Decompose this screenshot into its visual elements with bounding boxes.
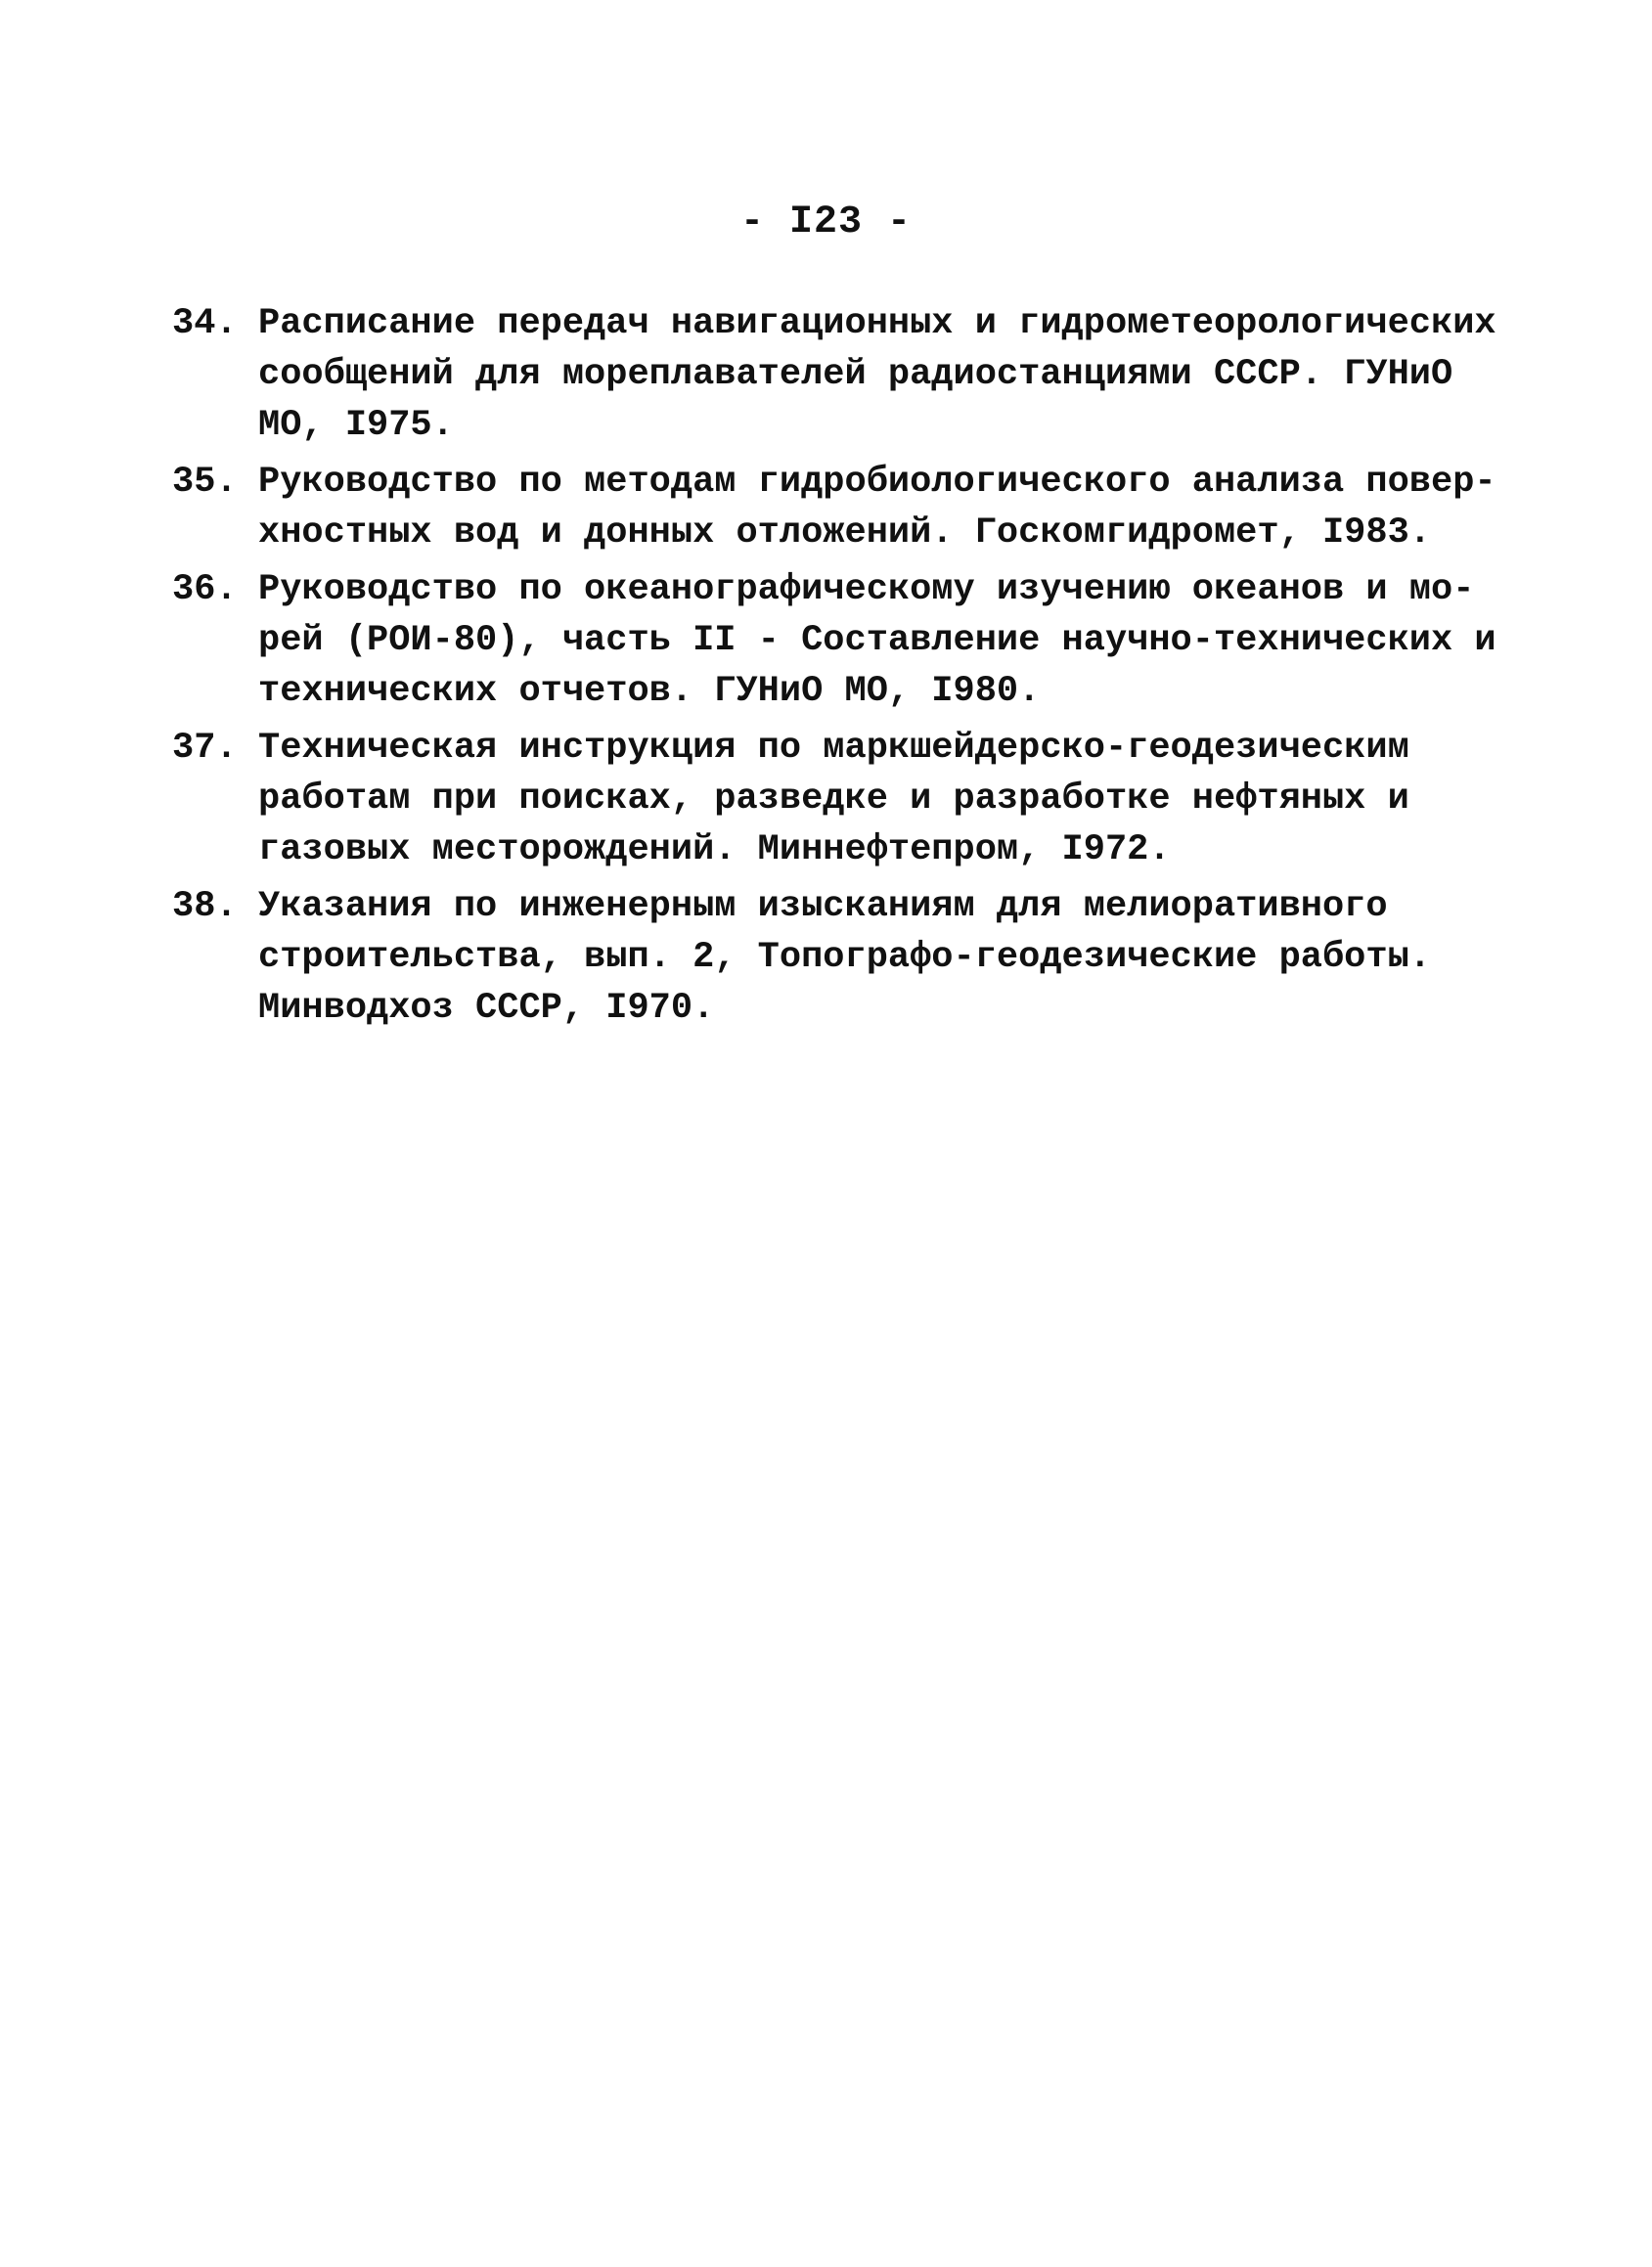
reference-text-line: сообщений для мореплавателей радиостанциями СССР. ГУНиО: [258, 354, 1453, 395]
reference-number: 35.: [172, 462, 238, 503]
reference-item-36: [172, 564, 1496, 717]
reference-number: 37.: [172, 728, 238, 769]
reference-text-line: Расписание передач навигационных и гидрометеорологических: [258, 303, 1496, 344]
reference-text-line: Руководство по методам гидробиологического анализа повер-: [258, 462, 1496, 503]
reference-number: 38.: [172, 886, 238, 927]
reference-text-line: хностных вод и донных отложений. Госкомгидромет, I983.: [258, 512, 1431, 554]
reference-item-34: [172, 298, 1496, 451]
reference-text-line: рей (РОИ-80), часть II - Составление научно-технических и: [258, 620, 1496, 661]
reference-item-38: [172, 881, 1483, 1034]
reference-text-line: Минводхоз СССР, I970.: [258, 988, 715, 1029]
reference-text-line: Техническая инструкция по маркшейдерско-геодезическим: [258, 728, 1409, 769]
reference-text-line: Руководство по океанографическому изучению океанов и мо-: [258, 569, 1475, 610]
reference-text-line: технических отчетов. ГУНиО МО, I980.: [258, 671, 1041, 712]
reference-number: 36.: [172, 569, 238, 610]
reference-list: [172, 298, 1496, 1040]
reference-number: 34.: [172, 303, 238, 344]
reference-text-line: МО, I975.: [258, 405, 454, 446]
reference-text-line: работам при поисках, разведке и разработке нефтяных и: [258, 778, 1409, 820]
reference-text-line: Указания по инженерным изысканиям для мелиоративного: [258, 886, 1388, 927]
reference-item-37: [172, 723, 1483, 875]
reference-text-line: газовых месторождений. Миннефтепром, I972.: [258, 829, 1171, 870]
page-number: - I23 -: [739, 200, 913, 244]
reference-item-35: [172, 457, 1496, 558]
reference-text-line: строительства, вып. 2, Топографо-геодезические работы.: [258, 937, 1431, 978]
